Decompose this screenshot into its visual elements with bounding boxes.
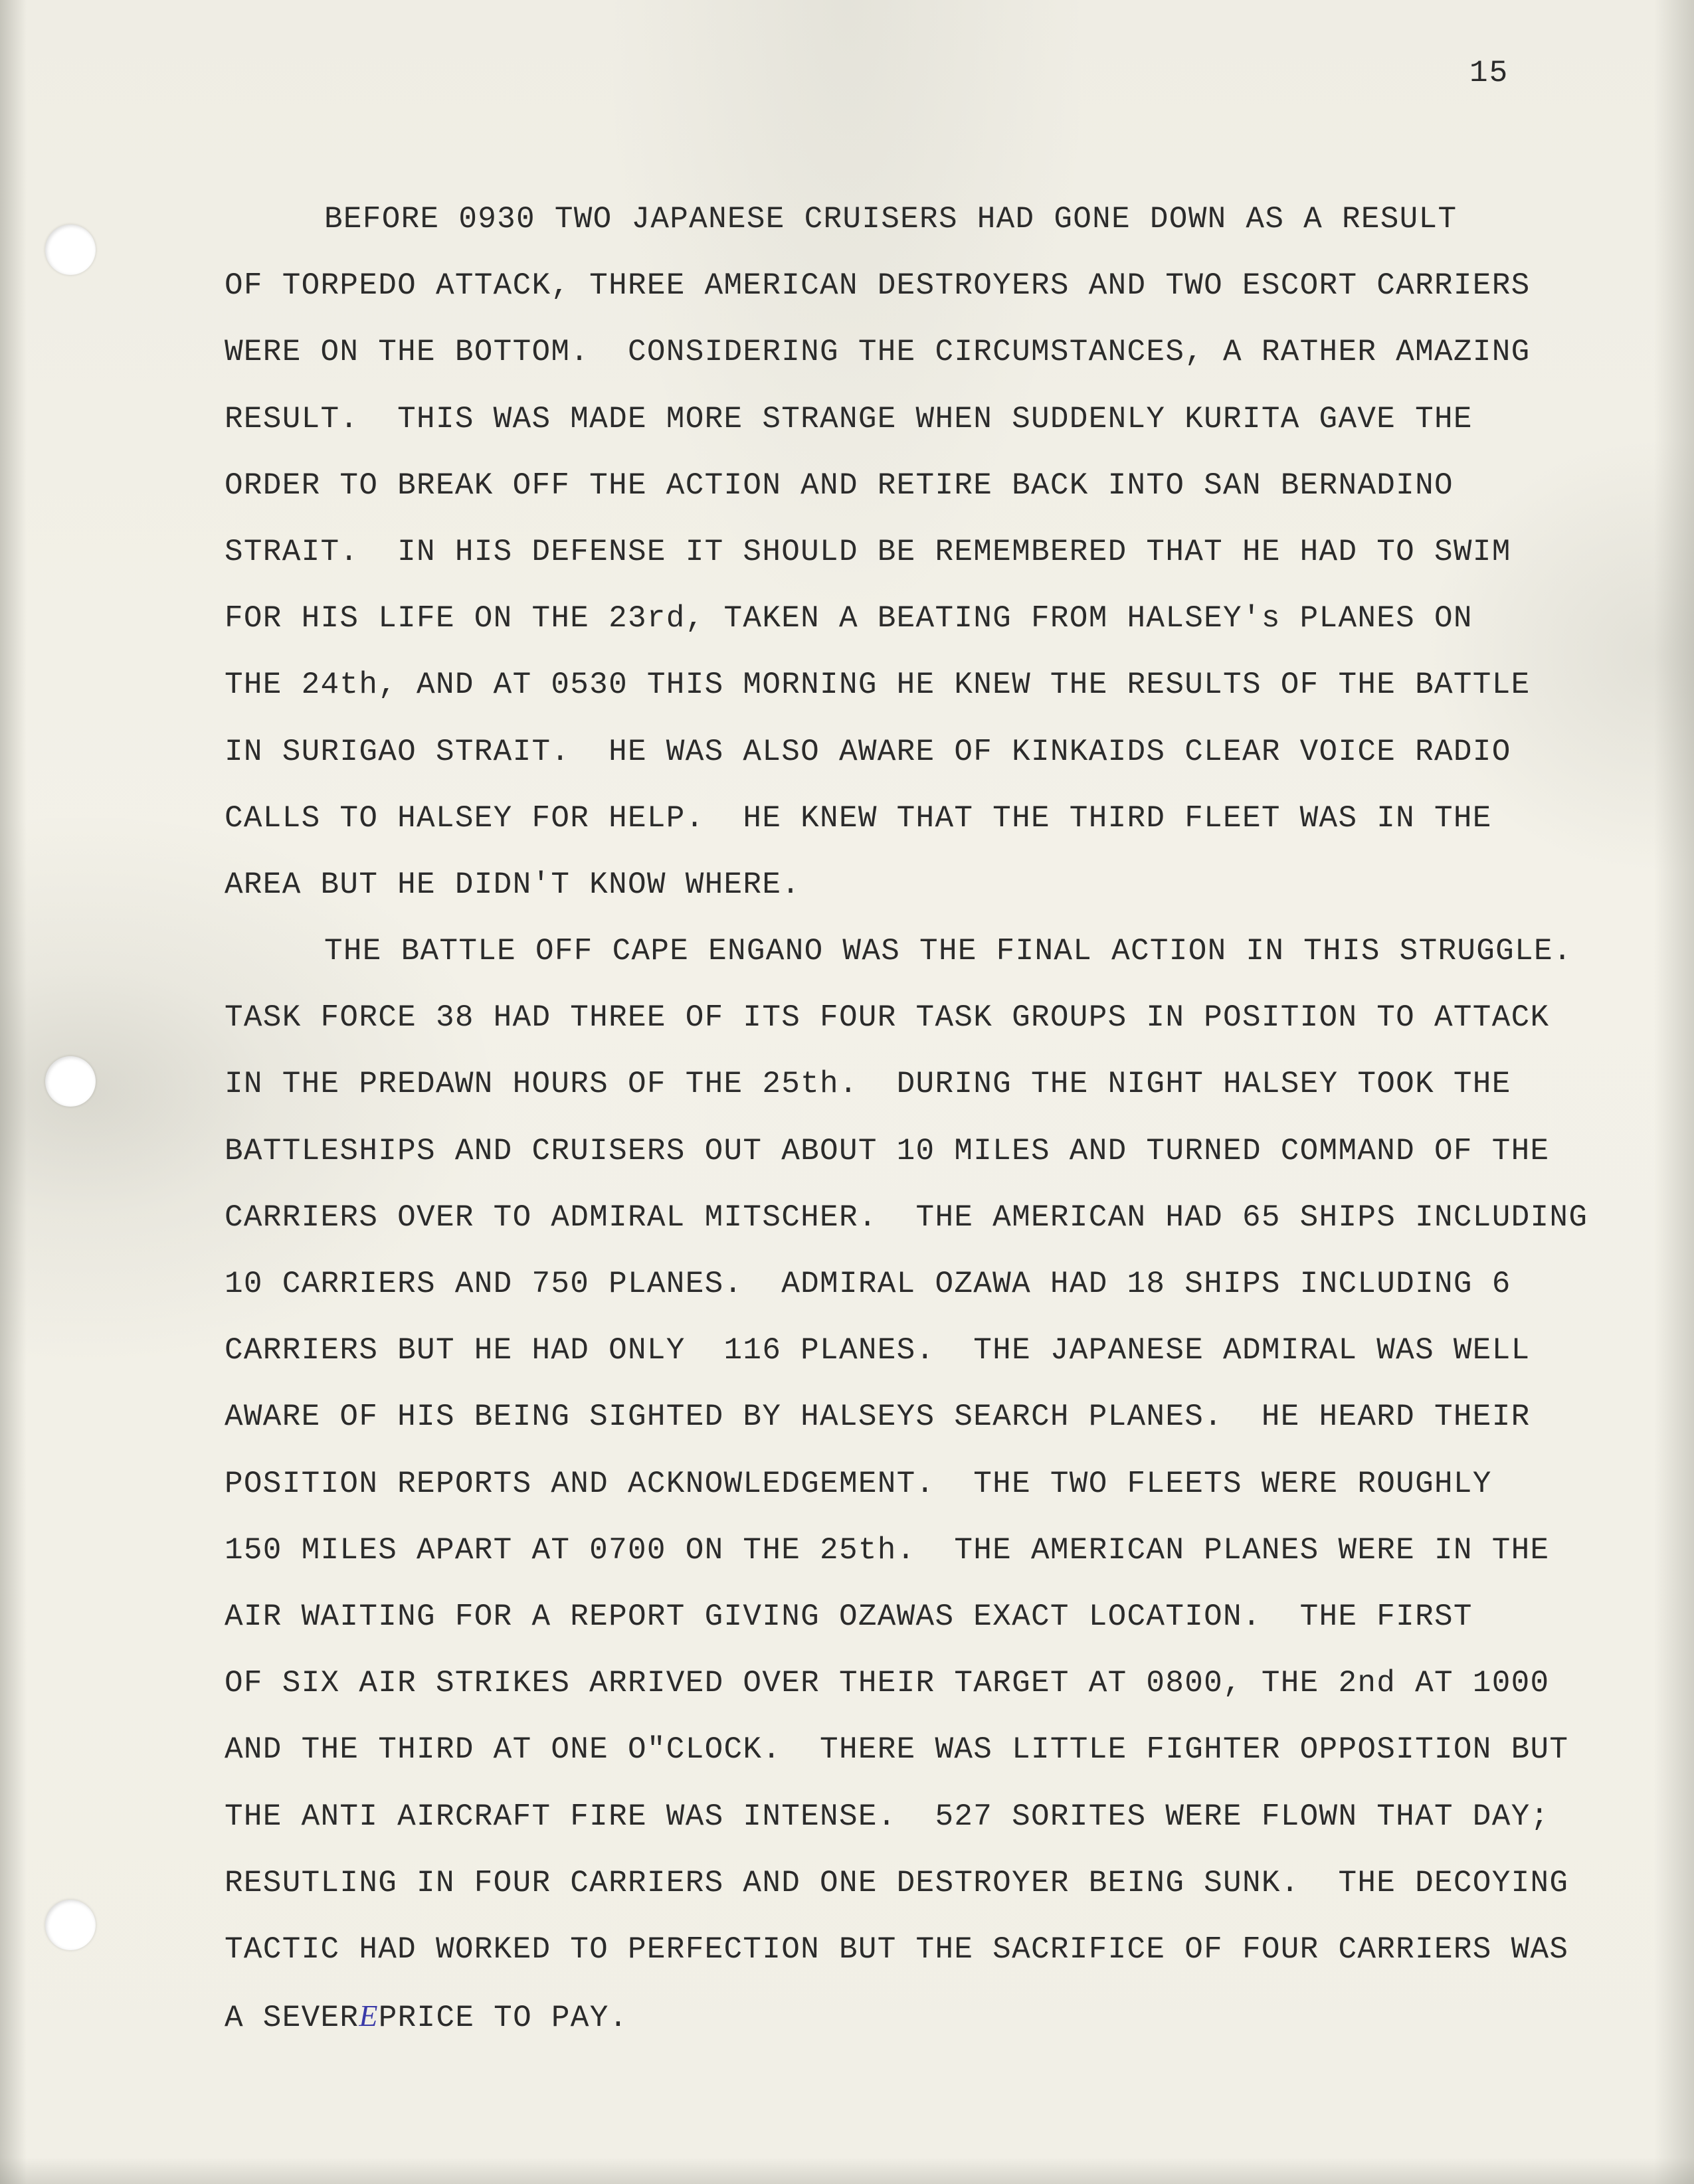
text-line: OF SIX AIR STRIKES ARRIVED OVER THEIR TARGET AT 0800, THE 2nd AT 1000 (225, 1666, 1550, 1701)
text-line: AIR WAITING FOR A REPORT GIVING OZAWAS EXACT LOCATION. THE FIRST (225, 1599, 1473, 1634)
text-line: WERE ON THE BOTTOM. CONSIDERING THE CIRCUMSTANCES, A RATHER AMAZING (225, 335, 1531, 370)
body-text (225, 186, 1659, 2049)
text-line: THE 24th, AND AT 0530 THIS MORNING HE KNEW THE RESULTS OF THE BATTLE (225, 668, 1531, 703)
punch-hole-top (45, 225, 96, 275)
text-line: CARRIERS BUT HE HAD ONLY 116 PLANES. THE JAPANESE ADMIRAL WAS WELL (225, 1333, 1531, 1368)
right-edge-shadow (1654, 0, 1694, 2184)
bottom-edge-shadow (0, 2157, 1694, 2184)
punch-hole-middle (45, 1056, 96, 1107)
text-line: BATTLESHIPS AND CRUISERS OUT ABOUT 10 MILES AND TURNED COMMAND OF THE (225, 1133, 1550, 1168)
text-line: OF TORPEDO ATTACK, THREE AMERICAN DESTROYERS AND TWO ESCORT CARRIERS (225, 268, 1531, 304)
text-line: 150 MILES APART AT 0700 ON THE 25th. THE AMERICAN PLANES WERE IN THE (225, 1532, 1550, 1568)
text-line: 10 CARRIERS AND 750 PLANES. ADMIRAL OZAWA HAD 18 SHIPS INCLUDING 6 (225, 1267, 1511, 1301)
handwritten-correction: E (359, 1999, 379, 2033)
text-line: IN SURIGAO STRAIT. HE WAS ALSO AWARE OF KINKAIDS CLEAR VOICE RADIO (225, 734, 1511, 769)
text-line: TASK FORCE 38 HAD THREE OF ITS FOUR TASK GROUPS IN POSITION TO ATTACK (225, 1000, 1550, 1036)
text-line: AWARE OF HIS BEING SIGHTED BY HALSEYS SEARCH PLANES. HE HEARD THEIR (225, 1400, 1531, 1435)
punch-hole-bottom (45, 1900, 96, 1950)
text-line: IN THE PREDAWN HOURS OF THE 25th. DURING THE NIGHT HALSEY TOOK THE (225, 1067, 1511, 1102)
text-line: AND THE THIRD AT ONE O"CLOCK. THERE WAS LITTLE FIGHTER OPPOSITION BUT (225, 1732, 1569, 1768)
text-line: FOR HIS LIFE ON THE 23rd, TAKEN A BEATING FROM HALSEY's PLANES ON (225, 601, 1473, 636)
text-line: STRAIT. IN HIS DEFENSE IT SHOULD BE REMEMBERED THAT HE HAD TO SWIM (225, 534, 1511, 569)
text-line: AREA BUT HE DIDN'T KNOW WHERE. (225, 867, 801, 902)
text-line-last (225, 1983, 1659, 2049)
last-line-start: A SEVER (225, 2001, 359, 2036)
text-line: THE ANTI AIRCRAFT FIRE WAS INTENSE. 527 SORITES WERE FLOWN THAT DAY; (225, 1799, 1550, 1834)
text-line: RESUTLING IN FOUR CARRIERS AND ONE DESTROYER BEING SUNK. THE DECOYING (225, 1865, 1569, 1900)
text-line: BEFORE 0930 TWO JAPANESE CRUISERS HAD GONE DOWN AS A RESULT (324, 202, 1458, 236)
text-line: CALLS TO HALSEY FOR HELP. HE KNEW THAT THE THIRD FLEET WAS IN THE (225, 800, 1492, 836)
left-edge-shadow (0, 0, 27, 2184)
text-line: CARRIERS OVER TO ADMIRAL MITSCHER. THE AMERICAN HAD 65 SHIPS INCLUDING (225, 1200, 1588, 1235)
last-line-end: PRICE TO PAY. (378, 2001, 628, 2036)
text-line: RESULT. THIS WAS MADE MORE STRANGE WHEN SUDDENLY KURITA GAVE THE (225, 401, 1473, 436)
text-line: ORDER TO BREAK OFF THE ACTION AND RETIRE BACK INTO SAN BERNADINO (225, 468, 1454, 503)
text-line: POSITION REPORTS AND ACKNOWLEDGEMENT. THE TWO FLEETS WERE ROUGHLY (225, 1466, 1492, 1501)
page-number: 15 (1469, 56, 1509, 90)
text-line: THE BATTLE OFF CAPE ENGANO WAS THE FINAL ACTION IN THIS STRUGGLE. (324, 934, 1572, 969)
text-line: TACTIC HAD WORKED TO PERFECTION BUT THE SACRIFICE OF FOUR CARRIERS WAS (225, 1932, 1569, 1967)
